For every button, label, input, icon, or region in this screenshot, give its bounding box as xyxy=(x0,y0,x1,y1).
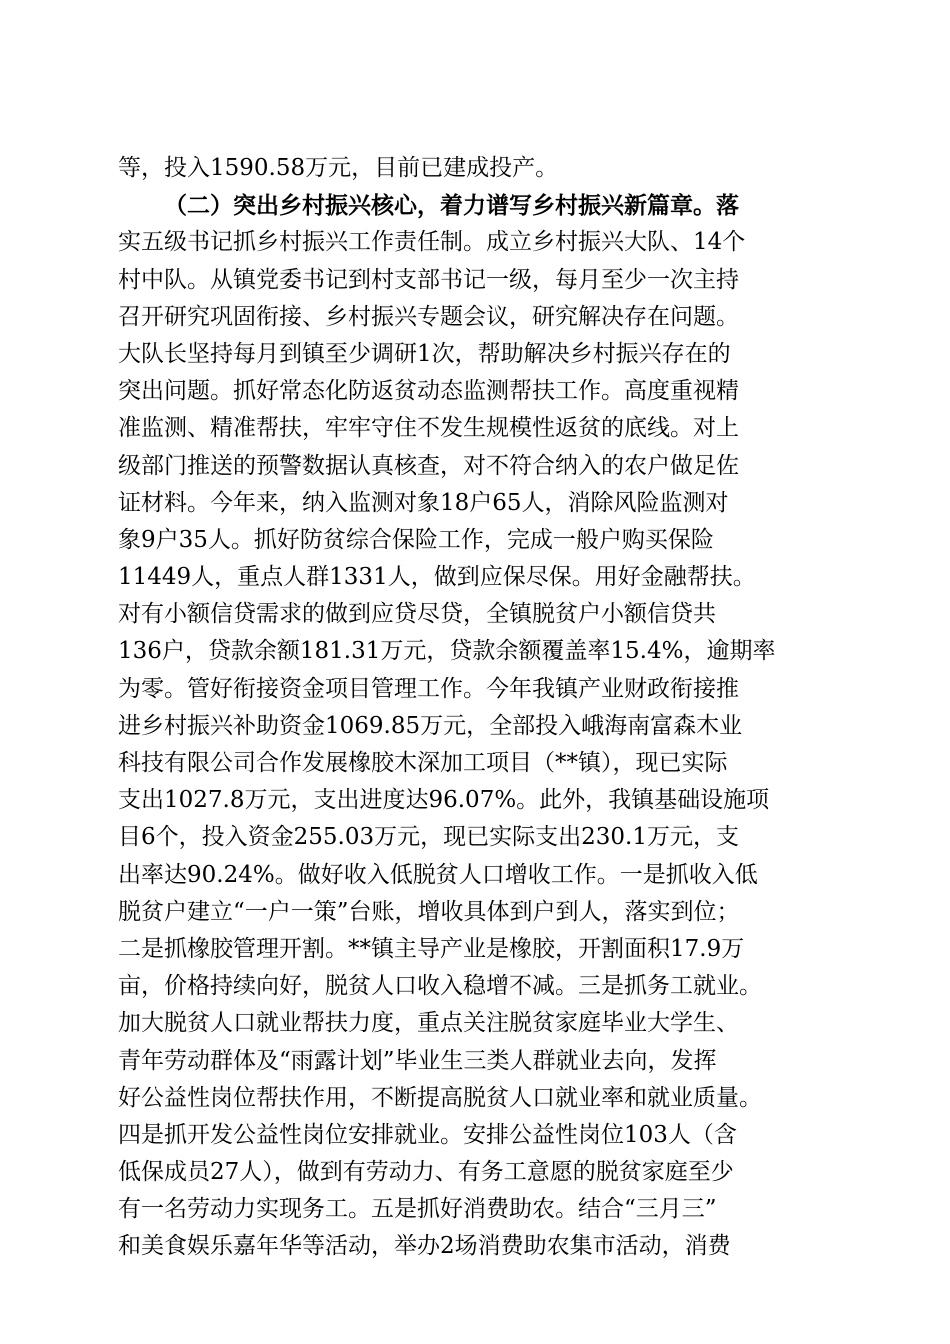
text-line: 村中队。从镇党委书记到村支部书记一级，每月至少一次主持 xyxy=(118,266,739,293)
body-text xyxy=(118,150,838,1266)
text-line: 四是抓开发公益性岗位安排就业。安排公益性岗位103人（含 xyxy=(118,1121,737,1148)
text-line: 低保成员27人），做到有劳动力、有务工意愿的脱贫家庭至少 xyxy=(118,1159,734,1186)
text-line: 136户，贷款余额181.31万元，贷款余额覆盖率15.4%，逾期率 xyxy=(118,638,776,665)
text-line: 目6个，投入资金255.03万元，现已实际支出230.1万元，支 xyxy=(118,824,739,851)
text-line: 脱贫户建立“一户一策”台账，增收具体到户到人，落实到位； xyxy=(118,898,740,925)
text-line: 为零。管好衔接资金项目管理工作。今年我镇产业财政衔接推 xyxy=(118,675,739,702)
text-line: 召开研究巩固衔接、乡村振兴专题会议，研究解决存在问题。 xyxy=(118,303,739,330)
text-line: 科技有限公司合作发展橡胶木深加工项目（**镇），现已实际 xyxy=(118,750,728,776)
text-line: 象9户35人。抓好防贫综合保险工作，完成一般户购买保险 xyxy=(118,526,714,553)
text-line: 证材料。今年来，纳入监测对象18户65人，消除风险监测对 xyxy=(118,489,729,516)
text-line: 等，投入1590.58万元，目前已建成投产。 xyxy=(118,155,559,181)
text-line: 有一名劳动力实现务工。五是抓好消费助农。结合“三月三” xyxy=(118,1196,717,1223)
text-line: 对有小额信贷需求的做到应贷尽贷，全镇脱贫户小额信贷共 xyxy=(118,601,716,628)
text-line: 加大脱贫人口就业帮扶力度，重点关注脱贫家庭毕业大学生、 xyxy=(118,1010,739,1037)
text-line: 出率达90.24%。做好收入低脱贫人口增收工作。一是抓收入低 xyxy=(118,861,758,888)
text-line: 青年劳动群体及“雨露计划”毕业生三类人群就业去向，发挥 xyxy=(118,1047,717,1074)
text-line: 级部门推送的预警数据认真核查，对不符合纳入的农户做足佐 xyxy=(118,452,739,479)
text-line: 进乡村振兴补助资金1069.85万元，全部投入峨海南富森木业 xyxy=(118,712,743,739)
text-line: 11449人，重点人群1331人，做到应保尽保。用好金融帮扶。 xyxy=(118,564,756,591)
text-line: 实五级书记抓乡村振兴工作责任制。成立乡村振兴大队、14个 xyxy=(118,229,746,256)
text-line: 二是抓橡胶管理开割。**镇主导产业是橡胶，开割面积17.9万 xyxy=(118,935,745,962)
section-heading-line: （二）突出乡村振兴核心，着力谱写乡村振兴新篇章。落 xyxy=(164,192,739,220)
text-line: 和美食娱乐嘉年华等活动，举办2场消费助农集市活动，消费 xyxy=(118,1233,731,1260)
text-line: 突出问题。抓好常态化防返贫动态监测帮扶工作。高度重视精 xyxy=(118,378,739,405)
text-line: 亩，价格持续向好，脱贫人口收入稳增不减。三是抓务工就业。 xyxy=(118,973,762,1000)
text-line: 支出1027.8万元，支出进度达96.07%。此外，我镇基础设施项 xyxy=(118,787,770,814)
text-line: 准监测、精准帮扶，牢牢守住不发生规模性返贫的底线。对上 xyxy=(118,415,739,442)
text-line: 大队长坚持每月到镇至少调研1次，帮助解决乡村振兴存在的 xyxy=(118,340,731,367)
text-line: 好公益性岗位帮扶作用，不断提高脱贫人口就业率和就业质量。 xyxy=(118,1084,762,1111)
